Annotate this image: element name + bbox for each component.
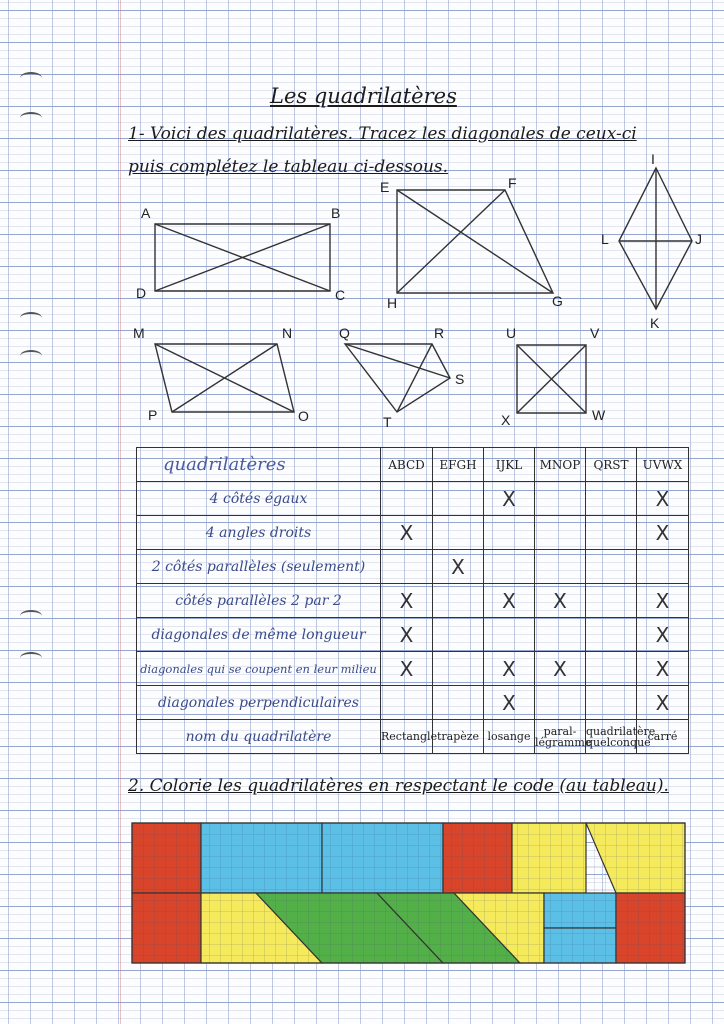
cell-efgh <box>433 584 484 618</box>
cell-uvwx <box>637 584 689 618</box>
exercise-2-instruction: 2. Colorie les quadrilatères en respectant le code (au tableau). <box>128 776 669 796</box>
name-abcd: Rectangle <box>381 720 433 754</box>
cell-abcd <box>381 482 433 516</box>
vertex-label-p: P <box>148 407 158 423</box>
cross-mark: X <box>399 520 414 545</box>
cross-mark: X <box>655 486 670 511</box>
cell-uvwx <box>637 686 689 720</box>
column-header-qrst: QRST <box>586 448 637 482</box>
exercise-1-instruction-line-2: puis complétez le tableau ci-dessous. <box>128 157 449 177</box>
cross-mark: X <box>451 554 465 579</box>
cross-mark: X <box>399 656 414 681</box>
table-header-quadrilaterals: quadrilatères <box>137 448 381 482</box>
vertex-label-v: V <box>590 325 600 341</box>
cell-ijkl <box>484 482 535 516</box>
row-label: diagonales qui se coupent en leur milieu <box>137 652 381 686</box>
diagonal-fh <box>397 190 505 293</box>
cell-abcd <box>381 686 433 720</box>
diagonal-rt <box>397 344 432 412</box>
vertex-label-n: N <box>282 325 293 341</box>
cell-mnop <box>535 482 586 516</box>
cell-mnop <box>535 550 586 584</box>
vertex-label-t: T <box>383 414 392 430</box>
vertex-label-r: R <box>434 325 445 341</box>
cross-mark: X <box>502 690 516 715</box>
column-header-uvwx: UVWX <box>637 448 689 482</box>
cell-mnop <box>535 584 586 618</box>
cell-abcd <box>381 652 433 686</box>
cell-efgh <box>433 652 484 686</box>
cross-mark: X <box>553 588 567 613</box>
vertex-label-c: C <box>335 287 346 303</box>
cell-abcd <box>381 550 433 584</box>
table-row <box>137 516 689 550</box>
cell-abcd <box>381 618 433 652</box>
cell-mnop <box>535 618 586 652</box>
name-mnop: paral-légramme <box>535 720 586 754</box>
cell-qrst <box>586 584 637 618</box>
vertex-label-a: A <box>141 205 151 221</box>
table-row <box>137 652 689 686</box>
row-label: diagonales de même longueur <box>137 618 381 652</box>
vertex-label-u: U <box>506 325 517 341</box>
cell-qrst <box>586 652 637 686</box>
cell-efgh <box>433 550 484 584</box>
cross-mark: X <box>655 656 670 681</box>
cell-uvwx <box>637 516 689 550</box>
properties-table <box>136 447 689 754</box>
cell-mnop <box>535 516 586 550</box>
row-label-name: nom du quadrilatère <box>137 720 381 754</box>
cell-abcd <box>381 516 433 550</box>
vertex-label-g: G <box>552 293 563 309</box>
cross-mark: X <box>502 656 516 681</box>
vertex-label-l: L <box>601 231 609 247</box>
table-row <box>137 550 689 584</box>
cross-mark: X <box>655 520 670 545</box>
cell-ijkl <box>484 516 535 550</box>
cell-qrst <box>586 482 637 516</box>
cross-mark: X <box>399 588 414 613</box>
cell-ijkl <box>484 686 535 720</box>
cell-mnop <box>535 652 586 686</box>
vertex-label-h: H <box>387 295 398 311</box>
name-ijkl: losange <box>484 720 535 754</box>
vertex-label-f: F <box>508 175 517 191</box>
cell-ijkl <box>484 652 535 686</box>
cross-mark: X <box>553 656 567 681</box>
name-qrst: quadrilatère quelconque <box>586 720 637 754</box>
vertex-label-k: K <box>650 315 660 331</box>
name-uvwx: carré <box>637 720 689 754</box>
cell-efgh <box>433 482 484 516</box>
vertex-label-j: J <box>695 231 702 247</box>
vertex-label-x: X <box>501 412 511 428</box>
vertex-label-m: M <box>133 325 145 341</box>
cell-qrst <box>586 550 637 584</box>
exercise-1-instruction-line-1: 1- Voici des quadrilatères. Tracez les diagonales de ceux-ci <box>128 124 637 144</box>
table-row <box>137 686 689 720</box>
name-efgh: trapèze <box>433 720 484 754</box>
row-label: diagonales perpendiculaires <box>137 686 381 720</box>
cell-efgh <box>433 516 484 550</box>
cell-qrst <box>586 686 637 720</box>
binder-hole-mark <box>20 610 42 622</box>
mosaic-grid-overlay <box>132 823 685 963</box>
cell-uvwx <box>637 550 689 584</box>
column-header-mnop: MNOP <box>535 448 586 482</box>
vertex-label-s: S <box>455 371 465 387</box>
table-name-row <box>137 720 689 754</box>
binder-hole-mark <box>20 652 42 664</box>
vertex-label-i: I <box>651 151 655 167</box>
cell-qrst <box>586 516 637 550</box>
diagonal-np <box>172 344 277 412</box>
cell-ijkl <box>484 618 535 652</box>
row-label: côtés parallèles 2 par 2 <box>137 584 381 618</box>
cross-mark: X <box>502 588 516 613</box>
cell-abcd <box>381 584 433 618</box>
row-label: 4 côtés égaux <box>137 482 381 516</box>
cell-uvwx <box>637 618 689 652</box>
cell-mnop <box>535 686 586 720</box>
table-row <box>137 584 689 618</box>
table-header-row <box>137 448 689 482</box>
row-label: 2 côtés parallèles (seulement) <box>137 550 381 584</box>
cell-qrst <box>586 618 637 652</box>
column-header-ijkl: IJKL <box>484 448 535 482</box>
quadrilateral-figures <box>0 0 724 440</box>
cross-mark: X <box>399 622 414 647</box>
colored-mosaic <box>132 823 688 965</box>
column-header-abcd: ABCD <box>381 448 433 482</box>
page-title: Les quadrilatères <box>270 84 457 108</box>
cross-mark: X <box>655 588 670 613</box>
cell-uvwx <box>637 652 689 686</box>
vertex-label-o: O <box>298 408 309 424</box>
row-label: 4 angles droits <box>137 516 381 550</box>
cell-ijkl <box>484 550 535 584</box>
cross-mark: X <box>502 486 516 511</box>
vertex-label-d: D <box>136 285 147 301</box>
cell-ijkl <box>484 584 535 618</box>
vertex-label-b: B <box>331 205 341 221</box>
quadrilateral-qrst <box>345 344 450 412</box>
cross-mark: X <box>655 690 670 715</box>
cell-efgh <box>433 686 484 720</box>
column-header-efgh: EFGH <box>433 448 484 482</box>
vertex-label-e: E <box>380 179 390 195</box>
table-row <box>137 618 689 652</box>
vertex-label-w: W <box>592 407 606 423</box>
cell-efgh <box>433 618 484 652</box>
cell-uvwx <box>637 482 689 516</box>
table-row <box>137 482 689 516</box>
cross-mark: X <box>655 622 670 647</box>
vertex-label-q: Q <box>339 325 350 341</box>
